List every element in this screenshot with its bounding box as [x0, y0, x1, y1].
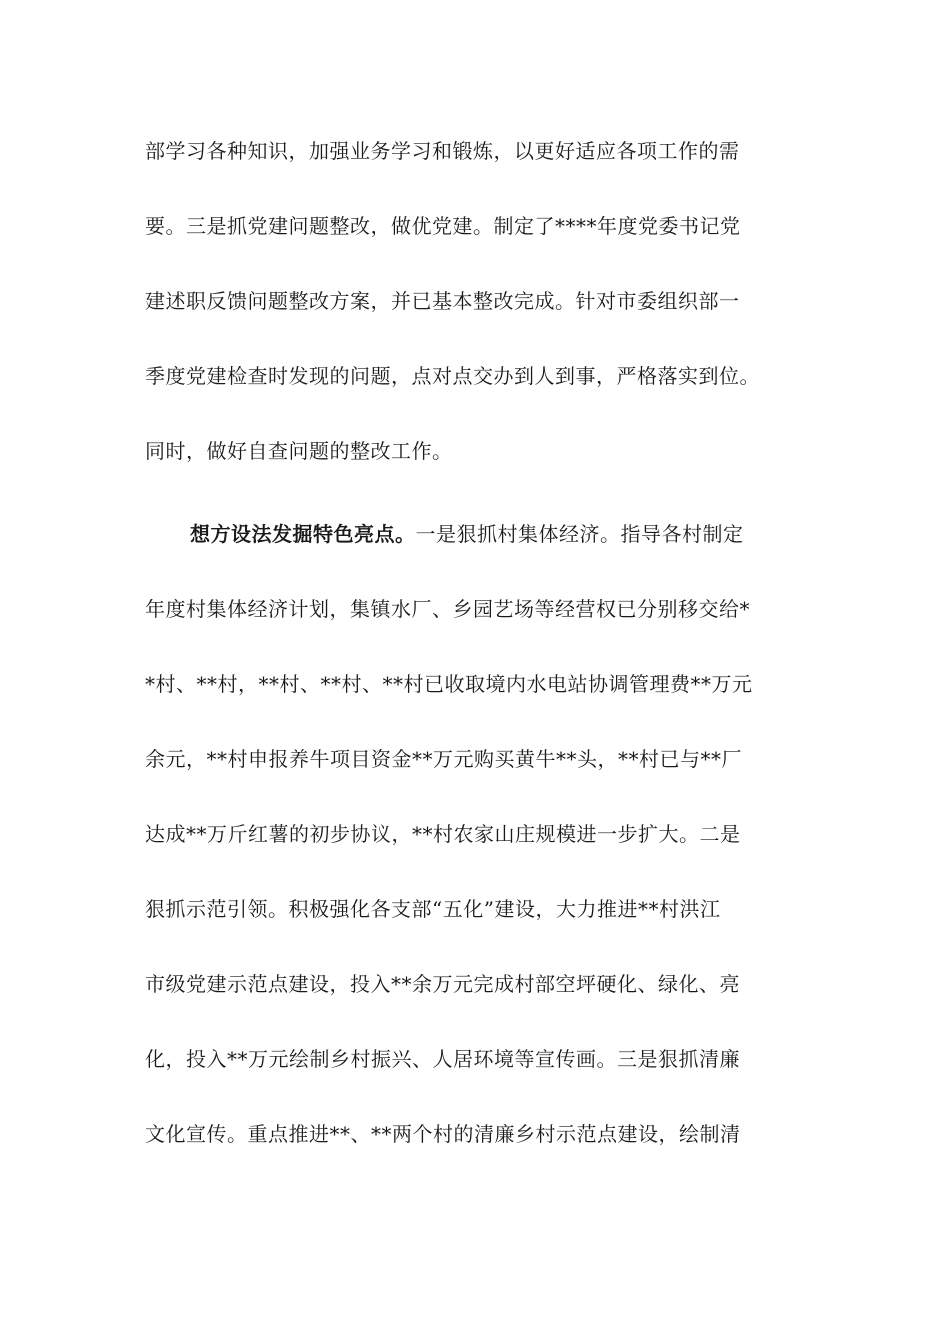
paragraph-2-line-6: 狠抓示范引领。积极强化各支部“五化”建设，大力推进**村洪江	[145, 897, 721, 921]
paragraph-1-line-5: 同时，做好自查问题的整改工作。	[145, 439, 453, 463]
paragraph-1-line-1: 部学习各种知识，加强业务学习和锻炼，以更好适应各项工作的需	[145, 139, 740, 163]
paragraph-2-line-9: 文化宣传。重点推进**、**两个村的清廉乡村示范点建设，绘制清	[145, 1122, 741, 1146]
paragraph-2-line-1	[190, 519, 744, 549]
paragraph-1-line-4: 季度党建检查时发现的问题，点对点交办到人到事，严格落实到位。	[145, 364, 760, 388]
paragraph-2-heading: 想方设法发掘特色亮点。	[190, 522, 416, 546]
paragraph-2-line-2: 年度村集体经济计划，集镇水厂、乡园艺场等经营权已分别移交给*	[145, 597, 750, 621]
paragraph-1-line-2: 要。三是抓党建问题整改，做优党建。制定了****年度党委书记党	[145, 214, 741, 238]
paragraph-2-line-3: *村、**村，**村、**村、**村已收取境内水电站协调管理费**万元	[145, 672, 753, 696]
paragraph-2-first-line-text: 一是狠抓村集体经济。指导各村制定	[415, 522, 744, 546]
paragraph-2-line-4: 余元，**村申报养牛项目资金**万元购买黄牛**头，**村已与**厂	[145, 747, 742, 771]
paragraph-2-line-5: 达成**万斤红薯的初步协议，**村农家山庄规模进一步扩大。二是	[145, 822, 741, 846]
paragraph-2-line-7: 市级党建示范点建设，投入**余万元完成村部空坪硬化、绿化、亮	[145, 972, 740, 996]
paragraph-2-line-8: 化，投入**万元绘制乡村振兴、人居环境等宣传画。三是狠抓清廉	[145, 1047, 740, 1071]
paragraph-1-line-3: 建述职反馈问题整改方案，并已基本整改完成。针对市委组织部一	[145, 289, 740, 313]
